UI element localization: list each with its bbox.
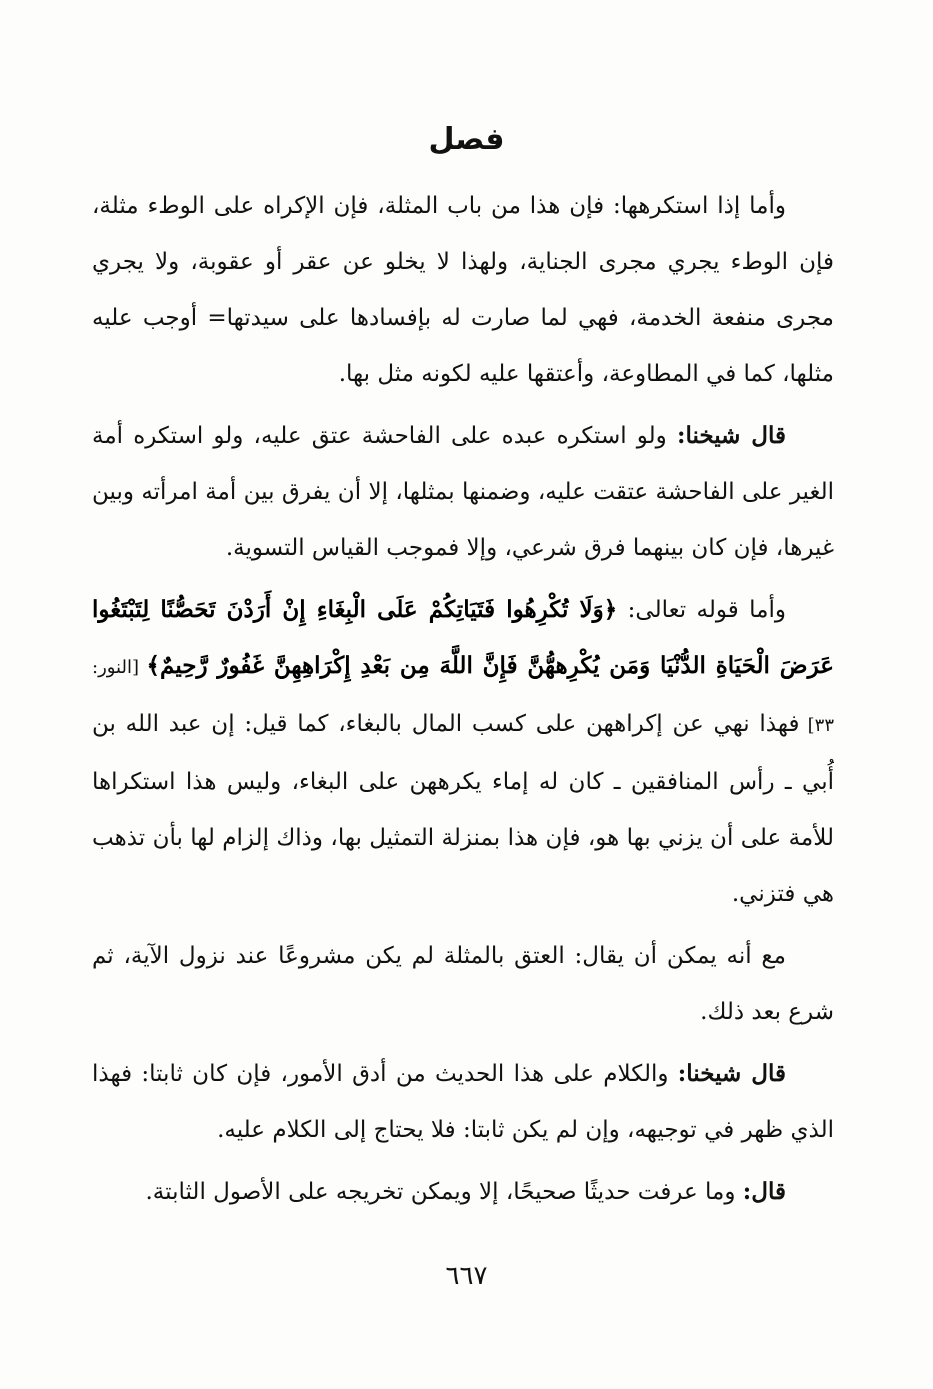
paragraph-text: وما عرفت حديثًا صحيحًا، إلا ويمكن تخريجه على الأصول الثابتة.	[145, 1179, 743, 1205]
page-number: ٦٦٧	[445, 1261, 488, 1291]
paragraph-lead: قال شيخنا:	[677, 1060, 786, 1087]
paragraph-1	[92, 178, 834, 402]
paragraph-lead: قال:	[742, 1178, 786, 1205]
paragraph-text: مع أنه يمكن أن يقال: العتق بالمثلة لم يكن مشروعًا عند نزول الآية، ثم شرع بعد ذلك.	[92, 943, 834, 1025]
paragraph-6	[92, 1164, 834, 1220]
paragraph-text: فهذا نهي عن إكراههن على كسب المال بالبغاء، كما قيل: إن عبد الله بن أُبي ـ رأس المنافقين ـ كان له إماء يكرههن على البغاء، وليس هذا استكراها للأمة على أن يزني بها هو، فإن هذا بمنزلة التمثيل بها، وذاك إلزام لها بأن تذهب هي فتزني.	[92, 711, 834, 907]
verse-reference: [النور: ٣٣]	[92, 657, 835, 736]
paragraph-5	[92, 1046, 834, 1158]
paragraph-text: وأما إذا استكرهها: فإن هذا من باب المثلة، فإن الإكراه على الوطء مثلة، فإن الوطء يجري مجرى الجناية، ولهذا لا يخلو عن عقر أو عقوبة، ولا يجري مجرى منفعة الخدمة، فهي لما صارت له بإفسادها على سيدتها= أوجب عليه مثلها، كما في المطاوعة، وأعتقها عليه لكونه مثل بها.	[92, 193, 834, 387]
paragraph-3	[92, 582, 834, 922]
paragraph-4	[92, 928, 834, 1040]
paragraph-text: والكلام على هذا الحديث من أدق الأمور، فإن كان ثابتا: فهذا الذي ظهر في توجيهه، وإن لم يكن ثابتا: فلا يحتاج إلى الكلام عليه.	[92, 1061, 834, 1143]
paragraph-2	[92, 408, 834, 576]
paragraph-lead: قال شيخنا:	[676, 422, 787, 449]
paragraph-intro: وأما قوله تعالى:	[617, 597, 787, 623]
paragraph-text: ولو استكره عبده على الفاحشة عتق عليه، ولو استكره أمة الغير على الفاحشة عتقت عليه، وضمنها بمثلها، إلا أن يفرق بين أمة امرأته وبين غيرها، فإن كان بينهما فرق شرعي، وإلا فموجب القياس التسوية.	[92, 423, 834, 561]
quran-verse: ﴿وَلَا تُكْرِهُوا فَتَيَاتِكُمْ عَلَى الْبِغَاءِ إِنْ أَرَدْنَ تَحَصُّنًا لِتَبْتَغُوا عَرَضَ الْحَيَاةِ الدُّنْيَا وَمَن يُكْرِههُّنَّ فَإِنَّ اللَّهَ مِن بَعْدِ إِكْرَاهِهِنَّ غَفُورٌ رَّحِيمٌ﴾	[92, 596, 834, 679]
body-text	[92, 178, 834, 1224]
section-title: فصل	[428, 122, 505, 157]
